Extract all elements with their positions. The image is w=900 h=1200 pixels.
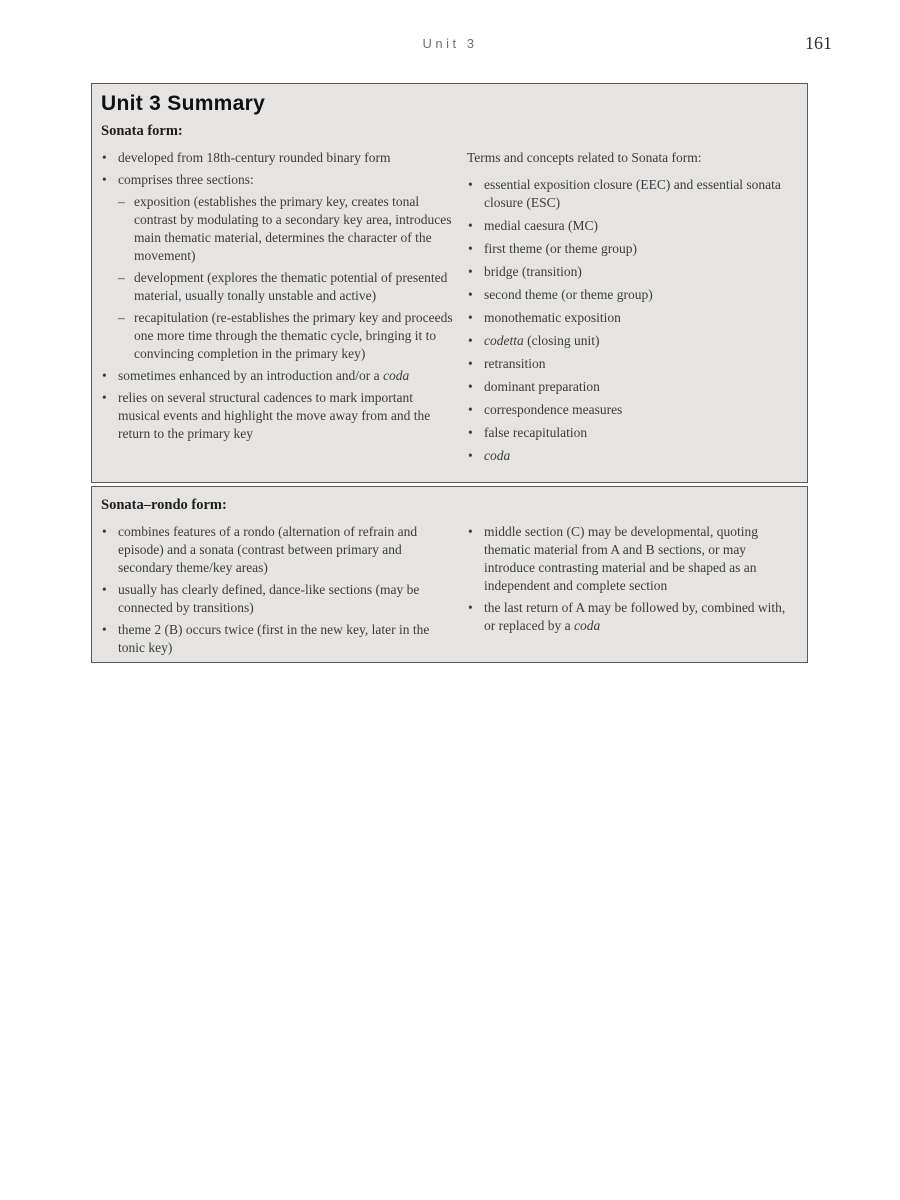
bullet-marker: • (468, 379, 473, 394)
italic-term: coda (573, 618, 601, 633)
bullet-marker: • (102, 368, 107, 383)
italic-term: coda (484, 448, 511, 463)
list-item (101, 621, 453, 657)
list-item-text: middle section (C) may be developmental, quoting thematic material from A and B sections, or may introduce contrasting material and be shaped as an independent and complete section (484, 524, 759, 593)
sub-list (118, 193, 453, 363)
list-item-text: development (explores the thematic potential of presented material, usually tonally unstable and active) (134, 270, 448, 303)
dash-marker: – (118, 194, 125, 209)
italic-term: coda (383, 368, 410, 383)
bullet-marker: • (468, 264, 473, 279)
list-item-text: codetta (closing unit) (484, 333, 600, 348)
list-item-text: exposition (establishes the primary key, creates tonal contrast by modulating to a secondary key area, introduces main thematic material, determines the character of the movement) (134, 194, 452, 263)
list-item (467, 286, 797, 304)
list-item (467, 447, 797, 465)
list-item-text: developed from 18th-century rounded binary form (118, 150, 391, 165)
bullet-marker: • (468, 448, 473, 463)
summary-title: Unit 3 Summary (101, 92, 266, 115)
list-item (101, 389, 453, 443)
bullet-marker: • (468, 333, 473, 348)
list-item (467, 263, 797, 281)
list-item-text: medial caesura (MC) (484, 218, 598, 233)
list-item-text: bridge (transition) (484, 264, 582, 279)
list-item-text: correspondence measures (484, 402, 623, 417)
bullet-marker: • (468, 287, 473, 302)
bullet-marker: • (468, 402, 473, 417)
section-heading-sonata-form: Sonata form: (101, 123, 183, 139)
bullet-marker: • (468, 218, 473, 233)
list-item-text: essential exposition closure (EEC) and essential sonata closure (ESC) (484, 177, 781, 210)
list-item (467, 217, 797, 235)
list-item (467, 240, 797, 258)
list-item-text: dominant preparation (484, 379, 600, 394)
bullet-marker: • (102, 524, 107, 539)
running-header (0, 33, 900, 58)
sonata-rondo-right-list (467, 523, 797, 639)
summary-box-sonata (91, 83, 808, 483)
running-header-title: Unit 3 (422, 36, 478, 51)
list-item-text: retransition (484, 356, 546, 371)
sub-list-item (118, 309, 453, 363)
bullet-marker: • (468, 524, 473, 539)
list-item (101, 581, 453, 617)
bullet-marker: • (468, 600, 473, 615)
dash-marker: – (118, 270, 125, 285)
sub-list-item (118, 269, 453, 305)
list-item (467, 355, 797, 373)
sonata-terms-list (467, 176, 797, 465)
summary-box-sonata-rondo (91, 486, 808, 663)
sonata-rondo-columns (101, 523, 797, 661)
list-item (467, 309, 797, 327)
list-item-text: theme 2 (B) occurs twice (first in the new key, later in the tonic key) (118, 622, 430, 655)
list-item-text: combines features of a rondo (alternation of refrain and episode) and a sonata (contrast between primary and secondary theme/key areas) (118, 524, 418, 575)
bullet-marker: • (102, 390, 107, 405)
section-heading-sonata-rondo-form: Sonata–rondo form: (101, 497, 227, 513)
bullet-marker: • (102, 622, 107, 637)
bullet-marker: • (468, 356, 473, 371)
bullet-marker: • (102, 150, 107, 165)
list-item (467, 424, 797, 442)
list-item-text: second theme (or theme group) (484, 287, 653, 302)
list-item (101, 149, 453, 167)
bullet-marker: • (468, 177, 473, 192)
list-item (467, 599, 797, 635)
list-item (467, 523, 797, 595)
list-item (467, 401, 797, 419)
bullet-marker: • (102, 582, 107, 597)
list-item (467, 332, 797, 350)
list-item-text: sometimes enhanced by an introduction and/or a coda (118, 368, 410, 383)
list-item-text: first theme (or theme group) (484, 241, 637, 256)
list-item (467, 378, 797, 396)
sonata-columns (101, 149, 797, 470)
terms-header: Terms and concepts related to Sonata form: (467, 150, 702, 165)
list-item-text: comprises three sections: (118, 172, 254, 187)
dash-marker: – (118, 310, 125, 325)
list-item (101, 523, 453, 577)
bullet-marker: • (468, 241, 473, 256)
bullet-marker: • (468, 425, 473, 440)
list-item-text: false recapitulation (484, 425, 588, 440)
bullet-marker: • (468, 310, 473, 325)
sub-list-item (118, 193, 453, 265)
list-item (101, 171, 453, 363)
list-item-text: the last return of A may be followed by, combined with, or replaced by a coda (484, 600, 786, 633)
list-item-text: usually has clearly defined, dance-like sections (may be connected by transitions) (118, 582, 420, 615)
sonata-rondo-left-list (101, 523, 453, 661)
list-item-text (484, 448, 510, 463)
sonata-left-list (101, 149, 453, 447)
page-number: 161 (805, 33, 832, 53)
list-item (467, 176, 797, 212)
list-item-text: recapitulation (re-establishes the primary key and proceeds one more time through the thematic cycle, bringing it to convincing completion in the primary key) (134, 310, 453, 361)
bullet-marker: • (102, 172, 107, 187)
sonata-right-column (467, 149, 797, 470)
list-item-text: relies on several structural cadences to mark important musical events and highlight the move away from and the return to the primary key (118, 390, 431, 441)
list-item (101, 367, 453, 385)
list-item-text: monothematic exposition (484, 310, 621, 325)
italic-term: codetta (484, 333, 524, 348)
